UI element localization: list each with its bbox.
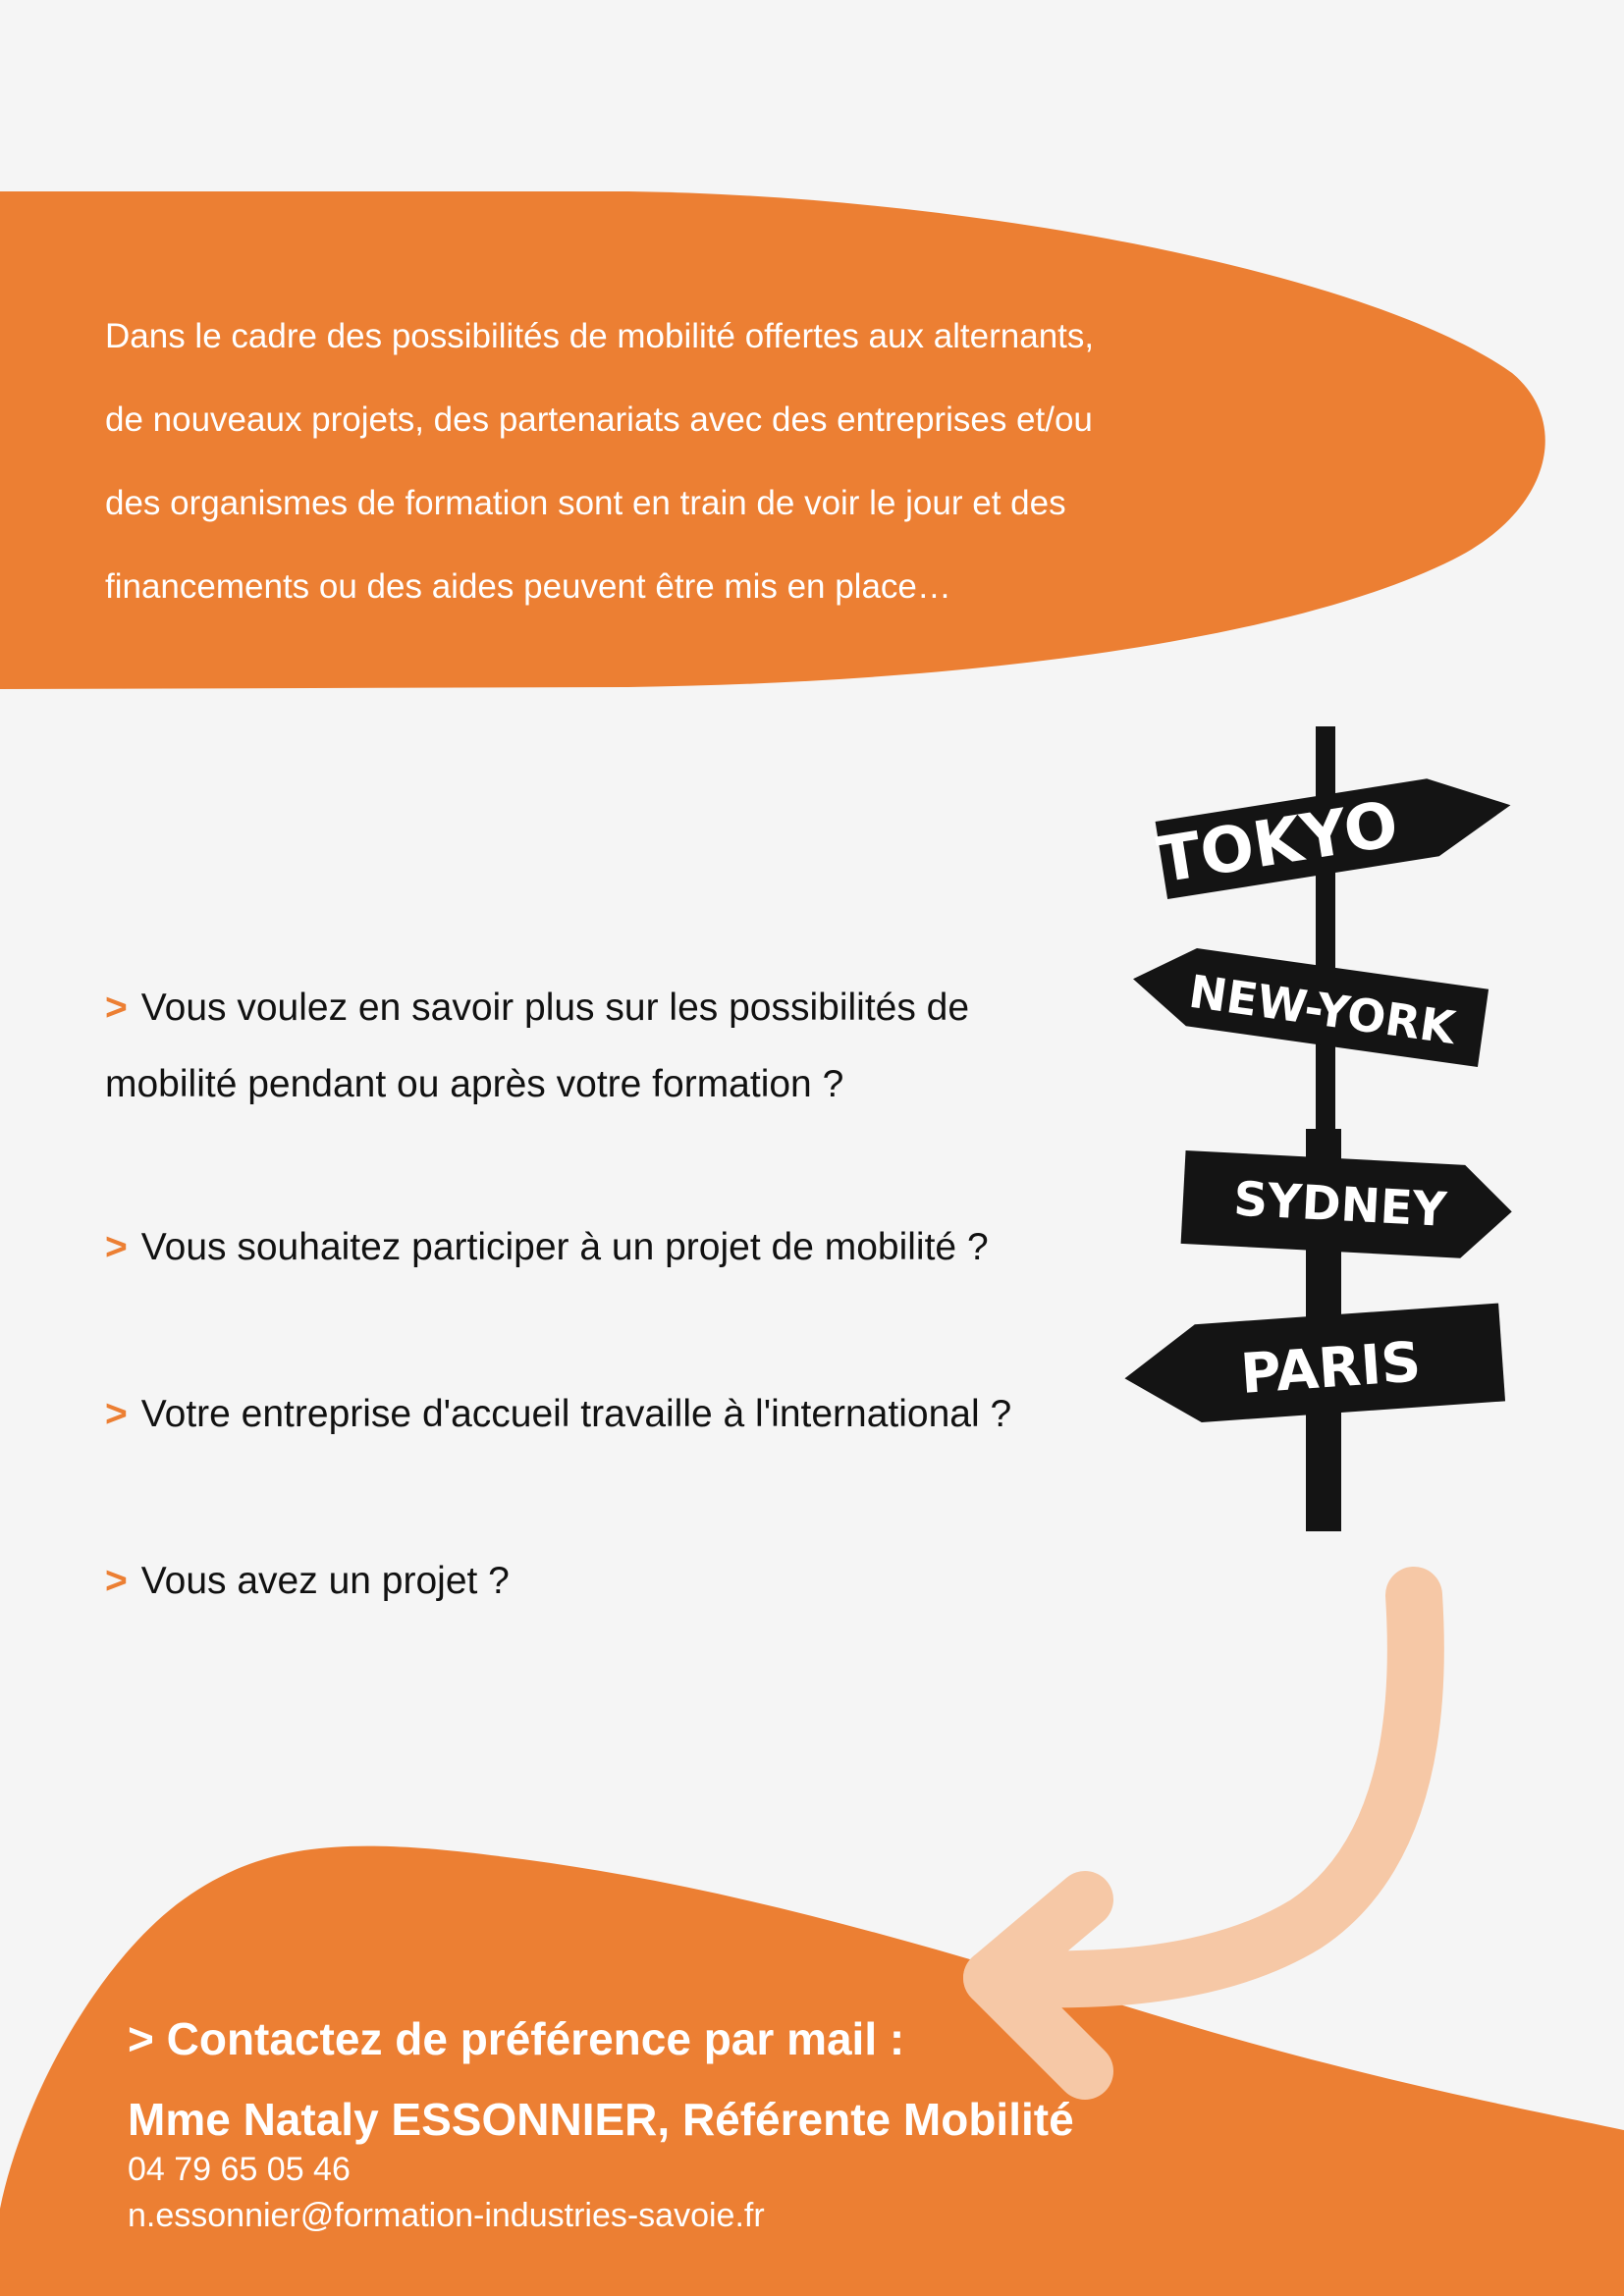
intro-line: Dans le cadre des possibilités de mobilité offertes aux alternants, — [105, 317, 1095, 355]
question-text: Votre entreprise d'accueil travaille à l'international ? — [140, 1393, 1012, 1435]
intro-line: financements ou des aides peuvent être mis en place… — [105, 567, 951, 606]
contact-name: Mme Nataly ESSONNIER, Référente Mobilité — [128, 2094, 1074, 2145]
question-item — [105, 970, 969, 1123]
contact-title: > Contactez de préférence par mail : — [128, 2013, 905, 2064]
intro-line: des organismes de formation sont en train de voir le jour et des — [105, 484, 1066, 522]
intro-line: de nouveaux projets, des partenariats avec des entreprises et/ou — [105, 400, 1093, 439]
chevron-right-icon: > — [105, 1560, 128, 1602]
curved-arrow-icon — [992, 1595, 1416, 2071]
chevron-right-icon: > — [105, 1226, 128, 1268]
signpost-icon — [1110, 726, 1532, 1531]
sign-label-tokyo: TOKYO — [1153, 787, 1403, 898]
sign-label-new-york: NEW-YORK — [1185, 964, 1459, 1055]
contact-phone[interactable]: 04 79 65 05 46 — [128, 2151, 351, 2188]
question-text: Vous voulez en savoir plus sur les possibilités de — [140, 987, 970, 1029]
sign-label-sydney: SYDNEY — [1232, 1171, 1448, 1238]
chevron-right-icon: > — [105, 1393, 128, 1435]
sign-label-paris: PARIS — [1238, 1330, 1424, 1407]
contact-email-link[interactable]: n.essonnier@formation-industries-savoie.fr — [128, 2197, 765, 2234]
question-item — [105, 1543, 510, 1620]
question-item — [105, 1209, 989, 1286]
question-text: mobilité pendant ou après votre formation ? — [105, 1063, 844, 1105]
question-text: Vous avez un projet ? — [140, 1560, 510, 1602]
question-text: Vous souhaitez participer à un projet de mobilité ? — [140, 1226, 989, 1268]
chevron-right-icon: > — [105, 987, 128, 1029]
question-item — [105, 1376, 1011, 1453]
intro-text — [105, 294, 1342, 628]
